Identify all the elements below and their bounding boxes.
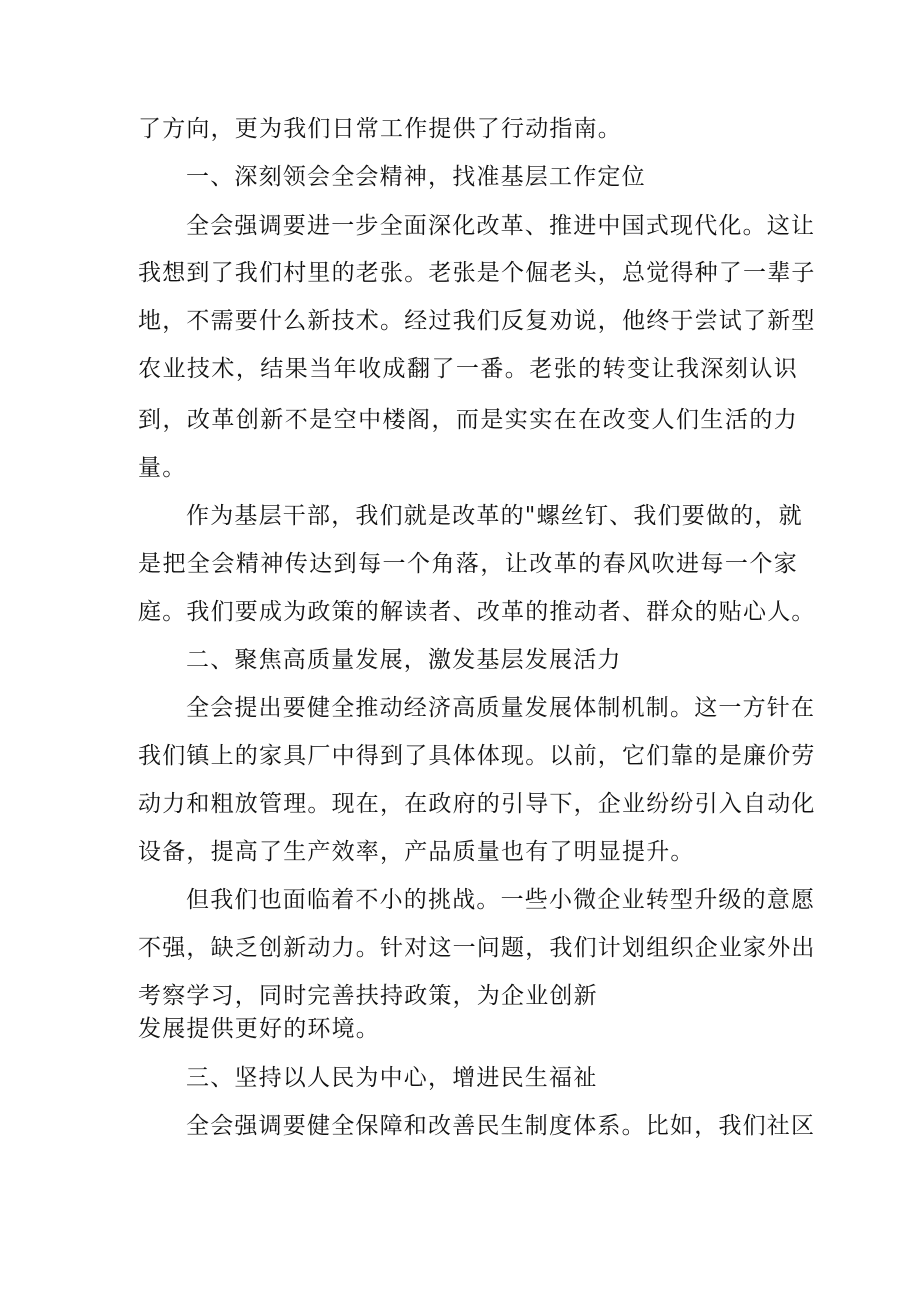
- paragraph-line: 设备，提高了生产效率，产品质量也有了明显提升。: [138, 839, 695, 865]
- paragraph-line: 我们镇上的家具厂中得到了具体体现。以前，它们靠的是廉价劳: [138, 743, 816, 769]
- paragraph-line: 了方向，更为我们日常工作提供了行动指南。: [138, 116, 622, 142]
- paragraph-line: 但我们也面临着不小的挑战。一些小微企业转型升级的意愿: [186, 887, 816, 913]
- section-heading: 二、聚焦高质量发展，激发基层发展活力: [186, 647, 622, 673]
- paragraph-line: 全会强调要健全保障和改善民生制度体系。比如，我们社区: [186, 1113, 816, 1139]
- paragraph-line: 发展提供更好的环境。: [138, 1016, 380, 1042]
- paragraph-line: 我想到了我们村里的老张。老张是个倔老头，总觉得种了一辈子: [138, 260, 816, 286]
- paragraph-line: 全会强调要进一步全面深化改革、推进中国式现代化。这让: [186, 213, 816, 239]
- paragraph-line: 考察学习，同时完善扶持政策，为企业创新: [138, 983, 598, 1009]
- paragraph-line: 不强，缺乏创新动力。针对这一问题，我们计划组织企业家外出: [138, 935, 816, 961]
- section-heading: 一、深刻领会全会精神，找准基层工作定位: [186, 164, 646, 190]
- paragraph-line: 地，不需要什么新技术。经过我们反复劝说，他终于尝试了新型: [138, 308, 816, 334]
- paragraph-line: 量。: [138, 455, 187, 481]
- paragraph-line: 农业技术，结果当年收成翻了一番。老张的转变让我深刻认识: [138, 356, 798, 382]
- paragraph-line: 到，改革创新不是空中楼阁，而是实实在在改变人们生活的力: [138, 407, 798, 433]
- section-heading: 三、坚持以人民为中心，增进民生福祉: [186, 1065, 598, 1091]
- paragraph-line: 全会提出要健全推动经济高质量发展体制机制。这一方针在: [186, 695, 816, 721]
- paragraph-line: 动力和粗放管理。现在，在政府的引导下，企业纷纷引入自动化: [138, 791, 816, 817]
- paragraph-line: 庭。我们要成为政策的解读者、改革的推动者、群众的贴心人。: [138, 599, 816, 625]
- paragraph-line: 作为基层干部，我们就是改革的"螺丝钉、我们要做的，就: [186, 503, 803, 529]
- paragraph-line: 是把全会精神传达到每一个角落，让改革的春风吹进每一个家: [138, 551, 798, 577]
